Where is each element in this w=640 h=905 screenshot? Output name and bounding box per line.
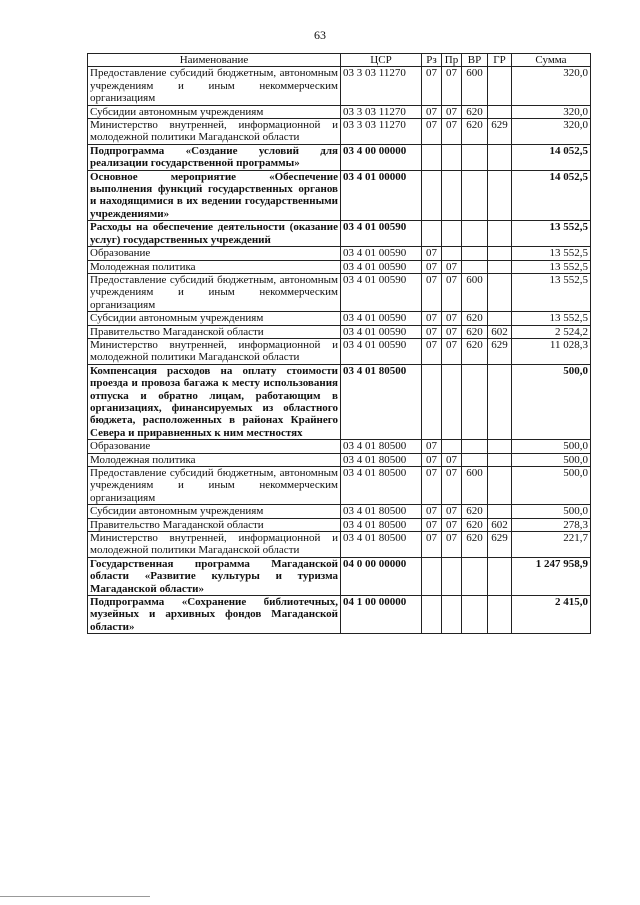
cell-pr: 07 [442, 467, 462, 505]
header-csr: ЦСР [341, 54, 422, 67]
cell-gr [488, 260, 512, 273]
cell-gr [488, 364, 512, 439]
cell-vr: 620 [462, 325, 488, 338]
budget-table [87, 53, 591, 634]
cell-csr: 03 4 01 00590 [341, 273, 422, 311]
cell-csr: 03 4 01 00590 [341, 260, 422, 273]
cell-gr [488, 170, 512, 221]
cell-sum: 500,0 [512, 467, 591, 505]
table-row [88, 518, 591, 531]
cell-vr [462, 596, 488, 634]
table-row [88, 144, 591, 170]
cell-sum: 13 552,5 [512, 273, 591, 311]
table-body [88, 67, 591, 634]
table-row [88, 119, 591, 145]
cell-gr [488, 440, 512, 453]
footnote-divider [0, 896, 150, 897]
cell-rz: 07 [422, 467, 442, 505]
cell-sum: 1 247 958,9 [512, 557, 591, 595]
cell-pr: 07 [442, 119, 462, 145]
cell-sum: 320,0 [512, 67, 591, 105]
cell-csr: 04 1 00 00000 [341, 596, 422, 634]
cell-pr: 07 [442, 532, 462, 558]
cell-vr [462, 221, 488, 247]
cell-rz: 07 [422, 338, 442, 364]
cell-pr: 07 [442, 325, 462, 338]
cell-gr [488, 467, 512, 505]
cell-rz [422, 596, 442, 634]
table-row [88, 338, 591, 364]
cell-vr [462, 260, 488, 273]
cell-name: Субсидии автономным учреждениям [88, 105, 341, 118]
table-row [88, 247, 591, 260]
cell-sum: 11 028,3 [512, 338, 591, 364]
cell-name: Предоставление субсидий бюджетным, автономным учреждениям и иным некоммерческим организациям [88, 273, 341, 311]
cell-csr: 03 4 01 00590 [341, 312, 422, 325]
header-pr: Пр [442, 54, 462, 67]
cell-pr [442, 440, 462, 453]
cell-vr [462, 170, 488, 221]
table-row [88, 67, 591, 105]
cell-rz [422, 364, 442, 439]
cell-pr [442, 557, 462, 595]
cell-csr: 03 4 01 80500 [341, 453, 422, 466]
cell-vr: 620 [462, 532, 488, 558]
header-rz: Рз [422, 54, 442, 67]
table-header [88, 54, 591, 67]
table-row [88, 170, 591, 221]
cell-vr: 620 [462, 518, 488, 531]
cell-csr: 03 4 01 80500 [341, 467, 422, 505]
cell-pr [442, 247, 462, 260]
cell-csr: 03 3 03 11270 [341, 67, 422, 105]
cell-vr [462, 247, 488, 260]
cell-pr: 07 [442, 453, 462, 466]
table-row [88, 467, 591, 505]
cell-rz: 07 [422, 260, 442, 273]
cell-name: Молодежная политика [88, 453, 341, 466]
cell-gr [488, 247, 512, 260]
cell-name: Государственная программа Магаданской области «Развитие культуры и туризма Магаданской области» [88, 557, 341, 595]
cell-csr: 03 3 03 11270 [341, 105, 422, 118]
cell-gr [488, 105, 512, 118]
cell-csr: 03 4 01 80500 [341, 518, 422, 531]
cell-gr: 629 [488, 532, 512, 558]
cell-rz [422, 557, 442, 595]
cell-sum: 221,7 [512, 532, 591, 558]
cell-name: Образование [88, 247, 341, 260]
table-row [88, 273, 591, 311]
cell-pr: 07 [442, 312, 462, 325]
cell-gr [488, 557, 512, 595]
cell-csr: 03 4 01 00590 [341, 338, 422, 364]
cell-sum: 500,0 [512, 440, 591, 453]
header-row [88, 54, 591, 67]
table-row [88, 325, 591, 338]
cell-csr: 03 4 01 00000 [341, 170, 422, 221]
cell-csr: 03 4 01 00590 [341, 247, 422, 260]
cell-name: Подпрограмма «Сохранение библиотечных, музейных и архивных фондов Магаданской области» [88, 596, 341, 634]
table-row [88, 312, 591, 325]
cell-rz: 07 [422, 105, 442, 118]
cell-gr: 629 [488, 119, 512, 145]
cell-name: Правительство Магаданской области [88, 518, 341, 531]
cell-rz: 07 [422, 119, 442, 145]
cell-rz: 07 [422, 273, 442, 311]
cell-name: Министерство внутренней, информационной и молодежной политики Магаданской области [88, 532, 341, 558]
table-row [88, 260, 591, 273]
cell-vr: 620 [462, 338, 488, 364]
cell-gr [488, 505, 512, 518]
cell-vr [462, 557, 488, 595]
cell-csr: 03 4 00 00000 [341, 144, 422, 170]
table-row [88, 364, 591, 439]
cell-vr [462, 144, 488, 170]
cell-name: Расходы на обеспечение деятельности (оказание услуг) государственных учреждений [88, 221, 341, 247]
cell-name: Субсидии автономным учреждениям [88, 505, 341, 518]
cell-sum: 14 052,5 [512, 144, 591, 170]
cell-sum: 2 524,2 [512, 325, 591, 338]
cell-sum: 320,0 [512, 105, 591, 118]
cell-rz [422, 221, 442, 247]
cell-vr: 620 [462, 105, 488, 118]
cell-csr: 04 0 00 00000 [341, 557, 422, 595]
cell-sum: 500,0 [512, 453, 591, 466]
table-row [88, 557, 591, 595]
table-row [88, 505, 591, 518]
cell-rz: 07 [422, 532, 442, 558]
cell-csr: 03 4 01 80500 [341, 440, 422, 453]
table-row [88, 532, 591, 558]
cell-name: Министерство внутренней, информационной и молодежной политики Магаданской области [88, 338, 341, 364]
header-vr: ВР [462, 54, 488, 67]
table-row [88, 105, 591, 118]
cell-rz: 07 [422, 440, 442, 453]
cell-vr: 620 [462, 312, 488, 325]
cell-rz [422, 170, 442, 221]
cell-rz: 07 [422, 247, 442, 260]
cell-sum: 500,0 [512, 505, 591, 518]
table-row [88, 453, 591, 466]
cell-rz: 07 [422, 505, 442, 518]
header-gr: ГР [488, 54, 512, 67]
cell-rz: 07 [422, 325, 442, 338]
cell-vr: 620 [462, 119, 488, 145]
header-name: Наименование [88, 54, 341, 67]
cell-vr: 600 [462, 273, 488, 311]
cell-name: Подпрограмма «Создание условий для реализации государственной программы» [88, 144, 341, 170]
cell-rz: 07 [422, 312, 442, 325]
cell-csr: 03 4 01 80500 [341, 364, 422, 439]
cell-pr: 07 [442, 273, 462, 311]
cell-gr: 629 [488, 338, 512, 364]
cell-sum: 500,0 [512, 364, 591, 439]
cell-name: Министерство внутренней, информационной и молодежной политики Магаданской области [88, 119, 341, 145]
cell-rz [422, 144, 442, 170]
cell-gr [488, 221, 512, 247]
cell-pr: 07 [442, 260, 462, 273]
header-sum: Сумма [512, 54, 591, 67]
cell-rz: 07 [422, 518, 442, 531]
cell-sum: 278,3 [512, 518, 591, 531]
cell-gr [488, 312, 512, 325]
page-number: 63 [314, 28, 326, 42]
cell-pr [442, 596, 462, 634]
cell-csr: 03 4 01 80500 [341, 532, 422, 558]
cell-vr [462, 440, 488, 453]
cell-gr [488, 273, 512, 311]
cell-gr [488, 67, 512, 105]
cell-pr [442, 170, 462, 221]
cell-gr [488, 144, 512, 170]
cell-name: Предоставление субсидий бюджетным, автономным учреждениям и иным некоммерческим организациям [88, 67, 341, 105]
cell-pr: 07 [442, 505, 462, 518]
cell-pr: 07 [442, 338, 462, 364]
cell-gr: 602 [488, 518, 512, 531]
cell-name: Правительство Магаданской области [88, 325, 341, 338]
cell-csr: 03 4 01 80500 [341, 505, 422, 518]
cell-csr: 03 3 03 11270 [341, 119, 422, 145]
cell-sum: 13 552,5 [512, 312, 591, 325]
cell-sum: 13 552,5 [512, 247, 591, 260]
cell-name: Субсидии автономным учреждениям [88, 312, 341, 325]
cell-name: Молодежная политика [88, 260, 341, 273]
cell-vr: 600 [462, 67, 488, 105]
cell-sum: 2 415,0 [512, 596, 591, 634]
cell-rz: 07 [422, 67, 442, 105]
cell-name: Компенсация расходов на оплату стоимости проезда и провоза багажа к месту использования отпуска и обратно лицам, работающим в организациях, финансируемых из областного бюджета, расположенных в районах Крайнего Севера и приравненных к ним местностях [88, 364, 341, 439]
cell-pr [442, 221, 462, 247]
cell-gr [488, 453, 512, 466]
table-row [88, 596, 591, 634]
cell-sum: 13 552,5 [512, 260, 591, 273]
cell-vr: 620 [462, 505, 488, 518]
table-row [88, 221, 591, 247]
cell-name: Образование [88, 440, 341, 453]
cell-vr: 600 [462, 467, 488, 505]
cell-pr [442, 364, 462, 439]
cell-vr [462, 453, 488, 466]
table-row [88, 440, 591, 453]
cell-gr: 602 [488, 325, 512, 338]
cell-gr [488, 596, 512, 634]
cell-csr: 03 4 01 00590 [341, 221, 422, 247]
cell-rz: 07 [422, 453, 442, 466]
cell-pr [442, 144, 462, 170]
cell-sum: 13 552,5 [512, 221, 591, 247]
cell-sum: 14 052,5 [512, 170, 591, 221]
cell-pr: 07 [442, 105, 462, 118]
cell-name: Предоставление субсидий бюджетным, автономным учреждениям и иным некоммерческим организациям [88, 467, 341, 505]
cell-csr: 03 4 01 00590 [341, 325, 422, 338]
cell-vr [462, 364, 488, 439]
cell-pr: 07 [442, 518, 462, 531]
cell-sum: 320,0 [512, 119, 591, 145]
cell-pr: 07 [442, 67, 462, 105]
cell-name: Основное мероприятие «Обеспечение выполнения функций государственных органов и находящимися в их ведении государственными учреждениями» [88, 170, 341, 221]
